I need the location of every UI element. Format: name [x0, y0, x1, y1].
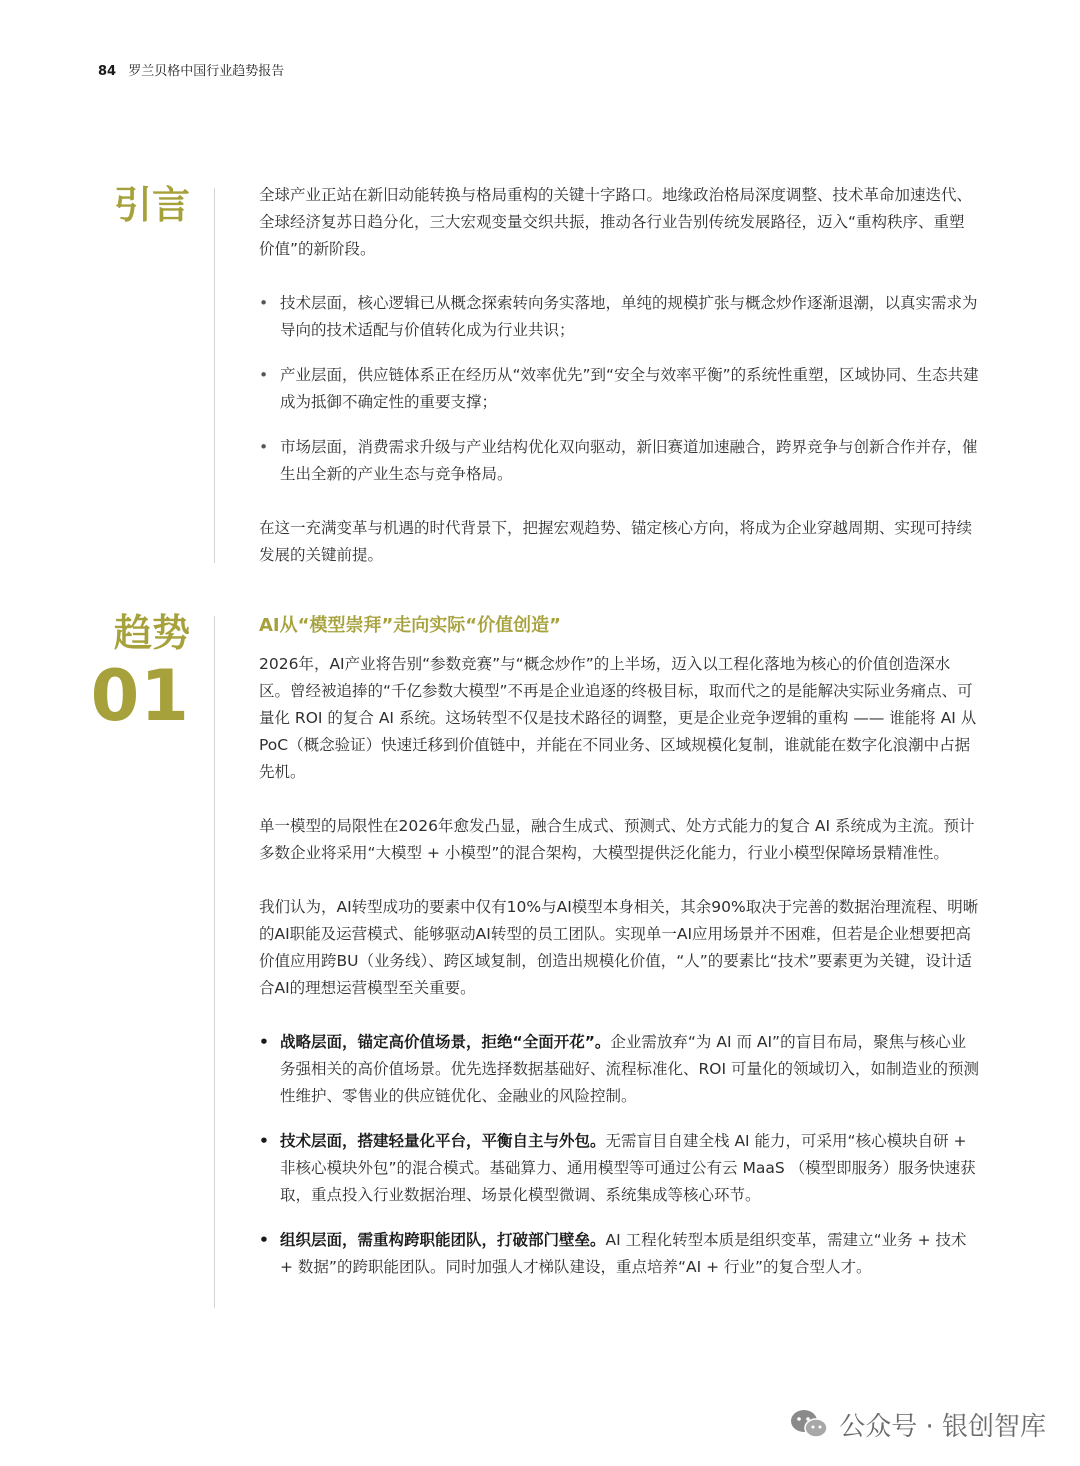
intro-divider: [214, 188, 215, 563]
trend-divider: [214, 616, 215, 1308]
bullet-heading: 组织层面，需重构跨职能团队，打破部门壁垒。: [280, 1231, 606, 1249]
watermark-text: 公众号 · 银创智库: [839, 1411, 1046, 1442]
trend-bullet-item: [259, 1128, 979, 1209]
bullet-heading: 技术层面，搭建轻量化平台，平衡自主与外包。: [280, 1132, 606, 1150]
bullet-text: 无需盲目自建全栈 AI 能力，可采用“核心模块自研 + 非核心模块外包”的混合模式。基础算力、通用模型等可通过公有云 MaaS （模型即服务）服务快速获取，重点投入行业数据治理、场景化模型微调、系统集成等核心环节。: [280, 1132, 976, 1204]
watermark: [789, 1402, 1046, 1446]
bullet-text: AI 工程化转型本质是组织变革，需建立“业务 + 技术 + 数据”的跨职能团队。同时加强人才梯队建设，重点培养“AI + 行业”的复合型人才。: [280, 1231, 967, 1276]
trend-content: [259, 613, 979, 1281]
bullet-text: 企业需放弃“为 AI 而 AI”的盲目布局，聚焦与核心业务强相关的高价值场景。优先选择数据基础好、流程标准化、ROI 可量化的领域切入，如制造业的预测性维护、零售业的供应链优化、金融业的风险控制。: [280, 1033, 979, 1105]
trend-bullet-list: [259, 1029, 979, 1281]
trend-bullet-item: [259, 1029, 979, 1110]
intro-label: 引言: [113, 183, 190, 227]
trend-bullet-item: [259, 1227, 979, 1281]
bullet-heading: 战略层面，锚定高价值场景，拒绝“全面开花”。: [280, 1033, 611, 1051]
trend-paragraph-1: 2026年，AI产业将告别“参数竞赛”与“概念炒作”的上半场，迈入以工程化落地为核心的价值创造深水区。曾经被追捧的“千亿参数大模型”不再是企业追逐的终极目标，取而代之的是能解决实际业务痛点、可量化 ROI 的复合 AI 系统。这场转型不仅是技术路径的调整，更是企业竞争逻辑的重构 —— 谁能将 AI 从PoC（概念验证）快速迁移到价值链中，并能在不同业务、区域规模化复制，谁就能在数字化浪潮中占据先机。: [259, 655, 977, 781]
page-header: [98, 60, 284, 79]
trend-paragraph-2: 单一模型的局限性在2026年愈发凸显，融合生成式、预测式、处方式能力的复合 AI 系统成为主流。预计多数企业将采用“大模型 + 小模型”的混合架构，大模型提供泛化能力，行业小模型保障场景精准性。: [259, 817, 975, 862]
wechat-icon: [789, 1407, 829, 1441]
intro-bullet-item: • 市场层面，消费需求升级与产业结构优化双向驱动，新旧赛道加速融合，跨界竞争与创新合作并存，催生出全新的产业生态与竞争格局。: [259, 434, 979, 488]
intro-paragraph-2: 在这一充满变革与机遇的时代背景下，把握宏观趋势、锚定核心方向，将成为企业穿越周期、实现可持续发展的关键前提。: [259, 519, 973, 564]
intro-paragraph-1: 全球产业正站在新旧动能转换与格局重构的关键十字路口。地缘政治格局深度调整、技术革命加速迭代、全球经济复苏日趋分化，三大宏观变量交织共振，推动各行业告别传统发展路径，迈入“重构秩序、重塑价值”的新阶段。: [259, 186, 973, 258]
trend-number: 01: [90, 655, 190, 737]
trend-label: 趋势: [113, 611, 190, 655]
intro-content: [259, 182, 979, 569]
page-number: 84: [98, 64, 117, 79]
report-title: 罗兰贝格中国行业趋势报告: [128, 64, 285, 79]
intro-bullet-item: • 技术层面，核心逻辑已从概念探索转向务实落地，单纯的规模扩张与概念炒作逐渐退潮，以真实需求为导向的技术适配与价值转化成为行业共识；: [259, 290, 979, 344]
trend-title: AI从“模型崇拜”走向实际“价值创造”: [259, 615, 561, 636]
intro-bullet-list: [259, 290, 979, 488]
intro-bullet-item: • 产业层面，供应链体系正在经历从“效率优先”到“安全与效率平衡”的系统性重塑，区域协同、生态共建成为抵御不确定性的重要支撑；: [259, 362, 979, 416]
trend-paragraph-3: 我们认为，AI转型成功的要素中仅有10%与AI模型本身相关，其余90%取决于完善的数据治理流程、明晰的AI职能及运营模式、能够驱动AI转型的员工团队。实现单一AI应用场景并不困难，但若是企业想要把高价值应用跨BU（业务线）、跨区域复制，创造出规模化价值，“人”的要素比“技术”要素更为关键，设计适合AI的理想运营模型至关重要。: [259, 898, 979, 997]
